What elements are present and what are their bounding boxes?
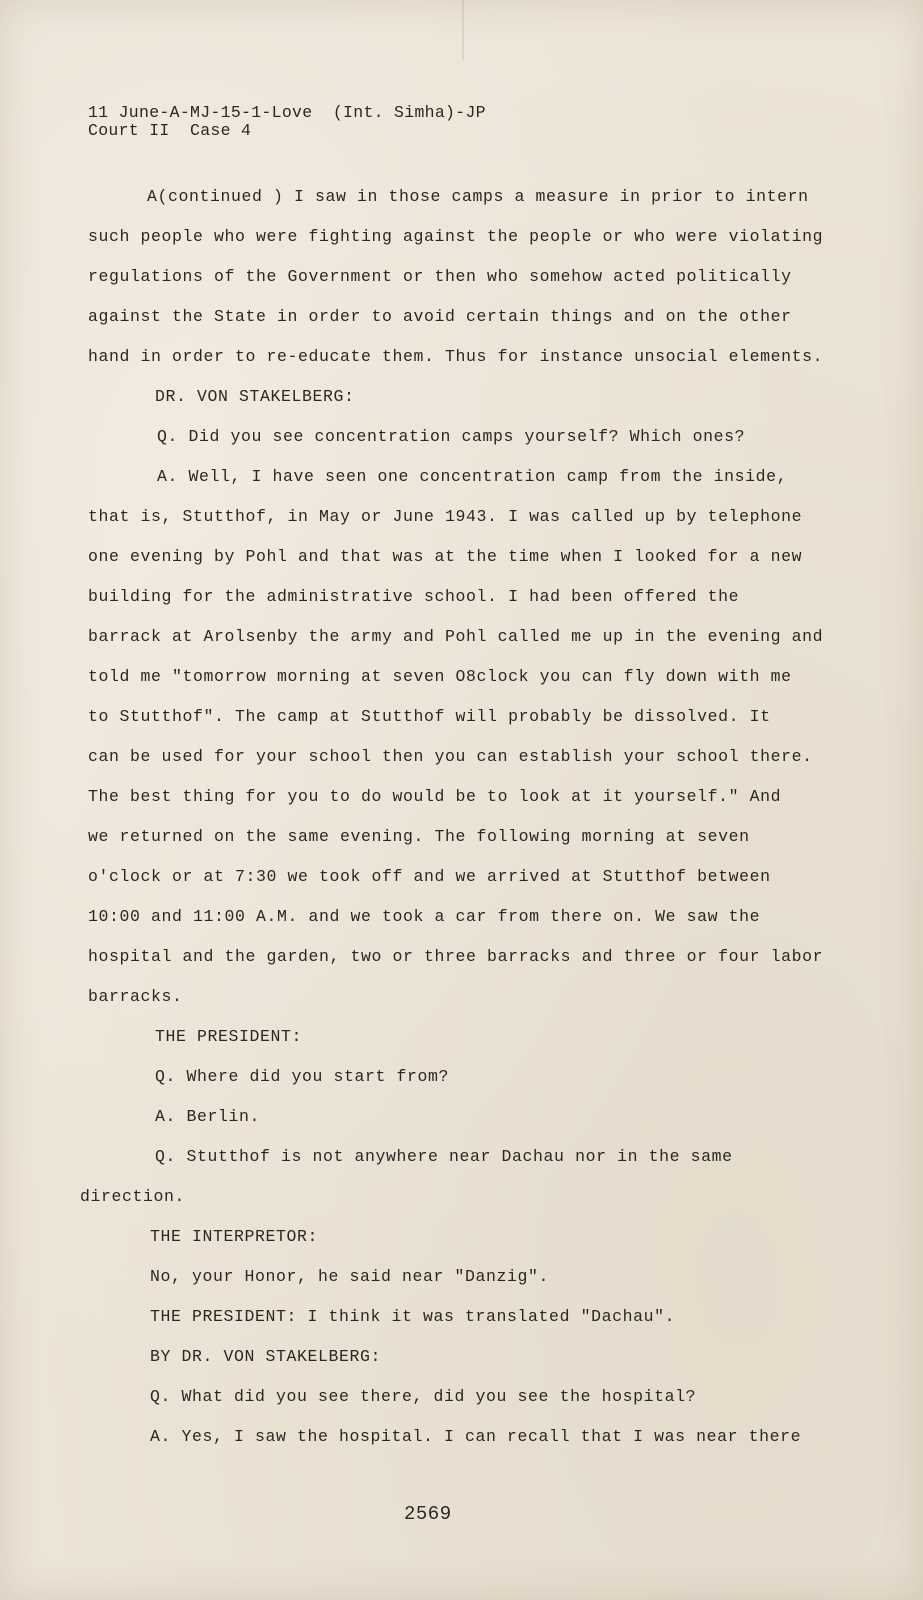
transcript-line: A. Well, I have seen one concentration camp from the inside, xyxy=(157,467,788,486)
transcript-line: against the State in order to avoid certain things and on the other xyxy=(88,307,792,326)
speaker-heading: BY DR. VON STAKELBERG: xyxy=(150,1347,382,1366)
transcript-line: hand in order to re-educate them. Thus for instance unsocial elements. xyxy=(88,347,824,366)
transcript-line: regulations of the Government or then who somehow acted politically xyxy=(88,267,792,286)
transcript-line: can be used for your school then you can establish your school there. xyxy=(88,747,813,766)
transcript-line: 10:00 and 11:00 A.M. and we took a car from there on. We saw the xyxy=(88,907,761,926)
transcript-line: No, your Honor, he said near "Danzig". xyxy=(150,1267,550,1286)
speaker-heading: THE PRESIDENT: xyxy=(155,1027,303,1046)
speaker-heading: DR. VON STAKELBERG: xyxy=(155,387,355,406)
paper-fold-mark xyxy=(462,0,464,60)
header-line-2: Court II Case 4 xyxy=(88,121,252,140)
transcript-line: A(continued ) I saw in those camps a measure in prior to intern xyxy=(147,187,809,206)
transcript-line: hospital and the garden, two or three barracks and three or four labor xyxy=(88,947,824,966)
transcript-line: barrack at Arolsenby the army and Pohl called me up in the evening and xyxy=(88,627,824,646)
transcript-line: building for the administrative school. I had been offered the xyxy=(88,587,740,606)
header-line-1: 11 June-A-MJ-15-1-Love (Int. Simha)-JP xyxy=(88,103,486,122)
transcript-line: direction. xyxy=(80,1187,186,1206)
transcript-line: Q. Stutthof is not anywhere near Dachau nor in the same xyxy=(155,1147,733,1166)
transcript-line: A. Berlin. xyxy=(155,1107,261,1126)
transcript-line: A. Yes, I saw the hospital. I can recall that I was near there xyxy=(150,1427,802,1446)
transcript-line: Q. What did you see there, did you see the hospital? xyxy=(150,1387,697,1406)
transcript-line: Q. Where did you start from? xyxy=(155,1067,450,1086)
transcript-line: The best thing for you to do would be to look at it yourself." And xyxy=(88,787,782,806)
page-number: 2569 xyxy=(404,1503,452,1525)
transcript-line: we returned on the same evening. The following morning at seven xyxy=(88,827,750,846)
transcript-line: that is, Stutthof, in May or June 1943. I was called up by telephone xyxy=(88,507,803,526)
transcript-line: Q. Did you see concentration camps yourself? Which ones? xyxy=(157,427,746,446)
speaker-heading: THE INTERPRETOR: xyxy=(150,1227,319,1246)
transcript-line: barracks. xyxy=(88,987,183,1006)
transcript-line: to Stutthof". The camp at Stutthof will probably be dissolved. It xyxy=(88,707,771,726)
transcript-line: such people who were fighting against the people or who were violating xyxy=(88,227,824,246)
transcript-line: THE PRESIDENT: I think it was translated "Dachau". xyxy=(150,1307,676,1326)
transcript-line: told me "tomorrow morning at seven O8clock you can fly down with me xyxy=(88,667,792,686)
transcript-line: o'clock or at 7:30 we took off and we arrived at Stutthof between xyxy=(88,867,771,886)
transcript-line: one evening by Pohl and that was at the time when I looked for a new xyxy=(88,547,803,566)
